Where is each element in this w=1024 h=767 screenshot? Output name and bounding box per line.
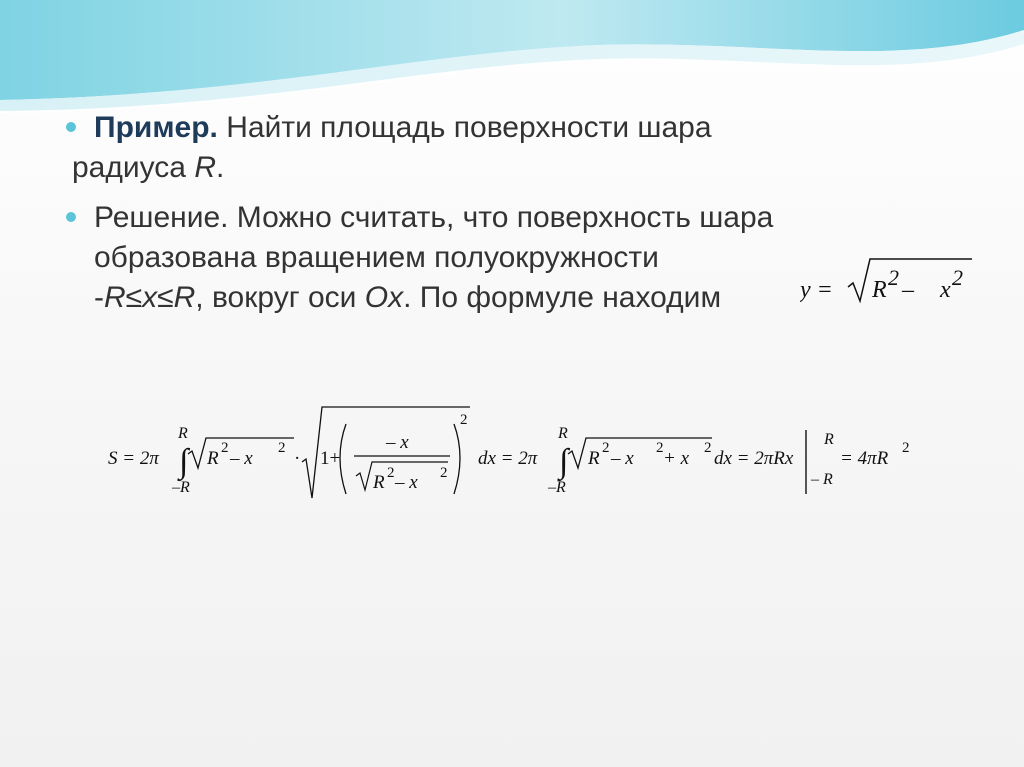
bullet-dot-icon bbox=[66, 122, 76, 132]
example-continuation bbox=[58, 148, 998, 188]
outer-exp: 2 bbox=[460, 412, 468, 428]
semicircle-exp2: 2 bbox=[952, 265, 963, 290]
sqrt2-exp: 2 bbox=[602, 440, 610, 456]
example-cont-b: . bbox=[216, 151, 225, 184]
semicircle-exp: 2 bbox=[888, 265, 899, 290]
eval-upper: R bbox=[824, 431, 834, 448]
var-R: R bbox=[173, 281, 196, 314]
dx-eq2: dx = 2πRx bbox=[714, 448, 794, 469]
example-text: Найти площадь поверхности шара bbox=[226, 111, 712, 144]
semicircle-minus: – bbox=[902, 277, 914, 303]
solution-line-1: Решение. Можно считать, что поверхность шара bbox=[94, 201, 774, 234]
left-paren-icon bbox=[340, 424, 346, 494]
sqrt2-exp2: 2 bbox=[656, 440, 664, 456]
bullet-dot-icon bbox=[66, 212, 76, 222]
semicircle-lhs: y = bbox=[800, 277, 833, 303]
example-bullet-item bbox=[58, 108, 998, 148]
sqrt2-mid: – x bbox=[611, 448, 634, 469]
example-label: Пример. bbox=[94, 111, 218, 144]
solution-text: , вокруг оси bbox=[195, 281, 365, 314]
den-rest: – x bbox=[395, 472, 418, 493]
dx-eq: dx = 2π bbox=[478, 448, 538, 469]
semicircle-formula bbox=[800, 255, 990, 305]
le-sign: ≤ bbox=[157, 281, 174, 314]
result: = 4πR bbox=[840, 448, 889, 469]
surface-area-formula bbox=[108, 402, 938, 512]
dot: · bbox=[294, 448, 301, 469]
den-exp: 2 bbox=[387, 465, 395, 481]
var-x: x bbox=[142, 281, 158, 314]
upper-limit: R bbox=[178, 425, 188, 442]
axis-Ox: Ox bbox=[364, 281, 404, 314]
int2-lower: –R bbox=[548, 479, 566, 496]
den-R: R bbox=[373, 472, 385, 493]
eval-lower: – R bbox=[811, 471, 833, 488]
den-exp2: 2 bbox=[440, 465, 448, 481]
example-cont-a: радиуса bbox=[72, 151, 195, 184]
sqrt1-rest: – x bbox=[230, 448, 253, 469]
result-exp: 2 bbox=[902, 440, 910, 456]
var-R: R bbox=[104, 281, 126, 314]
solution-line-2: образована вращением полуокружности bbox=[94, 241, 659, 274]
semicircle-R: R bbox=[872, 277, 887, 303]
lower-limit: –R bbox=[172, 479, 190, 496]
one-plus: 1+ bbox=[320, 448, 341, 469]
integral2-sign-icon: ∫ bbox=[559, 443, 569, 480]
sqrt1-exp: 2 bbox=[221, 440, 229, 456]
int2-upper: R bbox=[558, 425, 568, 442]
sqrt2-plus: + x bbox=[663, 448, 690, 469]
sqrt1-exp2: 2 bbox=[278, 440, 286, 456]
sqrt2-R: R bbox=[588, 448, 600, 469]
le-sign: ≤ bbox=[125, 281, 143, 314]
integral-sign-icon: ∫ bbox=[179, 443, 189, 480]
sqrt1-R: R bbox=[207, 448, 219, 469]
formula-svg bbox=[108, 402, 938, 512]
example-cont-R: R bbox=[194, 151, 216, 184]
minus-sign: - bbox=[94, 281, 104, 314]
sqrt2-exp3: 2 bbox=[704, 440, 712, 456]
decorative-wave-header bbox=[0, 0, 1024, 120]
right-paren-icon bbox=[454, 424, 460, 494]
semicircle-x: x bbox=[940, 277, 951, 303]
fraction-numerator: – x bbox=[386, 432, 409, 453]
solution-text-end: . По формуле находим bbox=[403, 281, 722, 314]
formula-S: S = 2π bbox=[108, 448, 159, 469]
